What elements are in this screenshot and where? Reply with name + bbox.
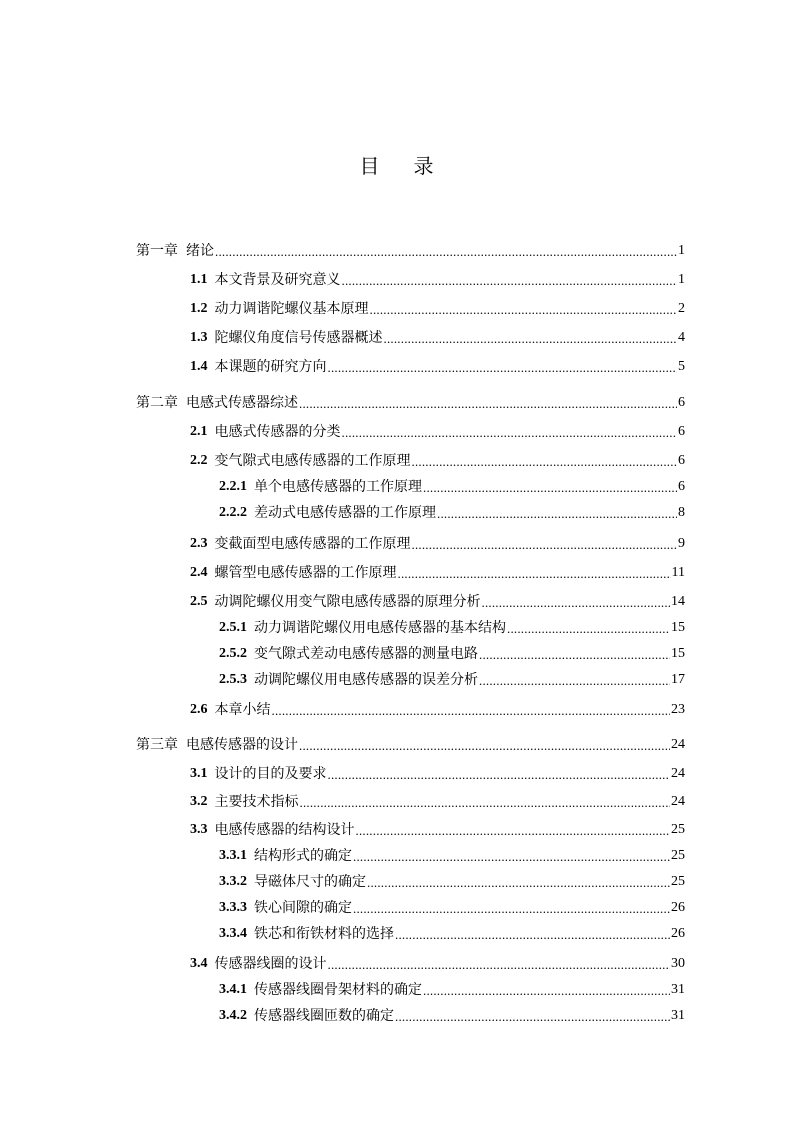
section-number: 3.3.3 <box>219 900 247 915</box>
entry-title: 设计的目的及要求 <box>214 766 327 782</box>
entry-title: 变截面型电感传感器的工作原理 <box>214 536 411 552</box>
page-number: 5 <box>678 359 685 374</box>
page-number: 11 <box>671 565 685 580</box>
entry-title: 动力调谐陀螺仪基本原理 <box>214 301 369 317</box>
section-number: 3.3.2 <box>219 874 247 889</box>
leader-dots <box>412 454 678 470</box>
page-number: 31 <box>671 982 685 997</box>
toc-entry-chapter-3[interactable] <box>0 732 793 754</box>
section-number: 1.4 <box>190 359 208 374</box>
toc-entry-3-4[interactable] <box>0 951 793 973</box>
title-part-2: 录 <box>413 154 434 178</box>
leader-dots <box>479 647 670 663</box>
section-number: 3.3 <box>190 822 208 837</box>
page-number: 6 <box>678 479 685 494</box>
entry-title: 本章小结 <box>214 702 271 718</box>
toc-entry-3-3-2[interactable] <box>0 869 793 891</box>
leader-dots <box>342 273 678 289</box>
leader-dots <box>299 396 677 412</box>
page-number: 24 <box>671 766 685 781</box>
section-number: 3.1 <box>190 766 208 781</box>
entry-title: 铁心间隙的确定 <box>254 900 352 916</box>
entry-title: 铁芯和衔铁材料的选择 <box>254 926 394 942</box>
toc-entry-3-3-3[interactable] <box>0 895 793 917</box>
page-number: 1 <box>678 272 685 287</box>
entry-title: 传感器线圈骨架材料的确定 <box>254 982 422 998</box>
leader-dots <box>328 767 671 783</box>
leader-dots <box>398 566 671 582</box>
leader-dots <box>507 621 670 637</box>
entry-title: 电感传感器的结构设计 <box>214 822 355 838</box>
toc-entry-1-2[interactable] <box>0 296 793 318</box>
chapter-prefix: 第一章 <box>136 243 178 259</box>
toc-entry-3-3-4[interactable] <box>0 921 793 943</box>
section-number: 2.1 <box>190 424 208 439</box>
toc-entry-2-5-1[interactable] <box>0 615 793 637</box>
section-number: 2.2.1 <box>219 479 247 494</box>
entry-title: 变气隙式电感传感器的工作原理 <box>214 453 411 469</box>
page-number: 31 <box>671 1008 685 1023</box>
entry-title: 差动式电感传感器的工作原理 <box>254 505 436 521</box>
leader-dots <box>437 506 677 522</box>
page-number: 4 <box>678 330 685 345</box>
page-number: 26 <box>671 926 685 941</box>
toc-entry-chapter-1[interactable] <box>0 238 793 260</box>
page-number: 2 <box>678 301 685 316</box>
toc-entry-3-2[interactable] <box>0 789 793 811</box>
leader-dots <box>272 703 671 719</box>
entry-title: 电感式传感器综述 <box>186 395 298 411</box>
page-number: 14 <box>671 594 685 609</box>
leader-dots <box>423 983 670 999</box>
toc-entry-3-1[interactable] <box>0 761 793 783</box>
toc-entry-3-4-2[interactable] <box>0 1003 793 1025</box>
leader-dots <box>342 425 678 441</box>
section-number: 3.4 <box>190 956 208 971</box>
section-number: 2.2.2 <box>219 505 247 520</box>
toc-entry-2-2-2[interactable] <box>0 500 793 522</box>
leader-dots <box>395 1009 670 1025</box>
page-number: 24 <box>671 794 685 809</box>
toc-entry-chapter-2[interactable] <box>0 390 793 412</box>
section-number: 2.5.1 <box>219 620 247 635</box>
page-number: 9 <box>678 536 685 551</box>
entry-title: 主要技术指标 <box>214 794 299 810</box>
entry-title: 动调陀螺仪用电感传感器的误差分析 <box>254 672 478 688</box>
entry-title: 动调陀螺仪用变气隙电感传感器的原理分析 <box>214 594 481 610</box>
toc-entry-1-3[interactable] <box>0 325 793 347</box>
leader-dots <box>328 360 678 376</box>
toc-entry-2-2-1[interactable] <box>0 474 793 496</box>
leader-dots <box>328 957 671 973</box>
entry-title: 传感器线圈匝数的确定 <box>254 1008 394 1024</box>
section-number: 3.3.1 <box>219 848 247 863</box>
toc-entry-2-3[interactable] <box>0 531 793 553</box>
section-number: 2.5.3 <box>219 672 247 687</box>
page-number: 23 <box>671 702 685 717</box>
entry-title: 本课题的研究方向 <box>214 359 327 375</box>
page-number: 26 <box>671 900 685 915</box>
entry-title: 本文背景及研究意义 <box>214 272 341 288</box>
entry-title: 电感传感器的设计 <box>186 737 298 753</box>
entry-title: 绪论 <box>186 243 214 259</box>
section-number: 2.5 <box>190 594 208 609</box>
entry-title: 单个电感传感器的工作原理 <box>254 479 422 495</box>
toc-entry-2-2[interactable] <box>0 448 793 470</box>
leader-dots <box>215 244 677 260</box>
toc-entry-2-5-2[interactable] <box>0 641 793 663</box>
toc-entry-3-3-1[interactable] <box>0 843 793 865</box>
section-number: 2.4 <box>190 565 208 580</box>
toc-entry-1-1[interactable] <box>0 267 793 289</box>
leader-dots <box>370 302 678 318</box>
page-number: 30 <box>671 956 685 971</box>
section-number: 2.3 <box>190 536 208 551</box>
page-number: 25 <box>671 874 685 889</box>
entry-title: 变气隙式差动电感传感器的测量电路 <box>254 646 478 662</box>
page-number: 25 <box>671 848 685 863</box>
leader-dots <box>356 823 671 839</box>
page-number: 6 <box>678 395 685 410</box>
section-number: 3.4.1 <box>219 982 247 997</box>
section-number: 1.1 <box>190 272 208 287</box>
page-number: 8 <box>678 505 685 520</box>
entry-title: 结构形式的确定 <box>254 848 352 864</box>
toc-entry-2-5[interactable] <box>0 589 793 611</box>
page-number: 25 <box>671 822 685 837</box>
toc-entry-3-4-1[interactable] <box>0 977 793 999</box>
page-title <box>0 152 793 180</box>
entry-title: 传感器线圈的设计 <box>214 956 327 972</box>
toc-entry-2-1[interactable] <box>0 419 793 441</box>
leader-dots <box>395 927 670 943</box>
leader-dots <box>384 331 678 347</box>
entry-title: 导磁体尺寸的确定 <box>254 874 366 890</box>
section-number: 1.3 <box>190 330 208 345</box>
leader-dots <box>412 537 678 553</box>
leader-dots <box>479 673 670 689</box>
chapter-prefix: 第三章 <box>136 737 178 753</box>
section-number: 2.5.2 <box>219 646 247 661</box>
entry-title: 陀螺仪角度信号传感器概述 <box>214 330 383 346</box>
toc-entry-3-3[interactable] <box>0 817 793 839</box>
section-number: 2.6 <box>190 702 208 717</box>
leader-dots <box>353 849 670 865</box>
section-number: 1.2 <box>190 301 208 316</box>
page-number: 15 <box>671 646 685 661</box>
section-number: 3.2 <box>190 794 208 809</box>
page-number: 6 <box>678 424 685 439</box>
page-number: 6 <box>678 453 685 468</box>
leader-dots <box>353 901 670 917</box>
section-number: 3.4.2 <box>219 1008 247 1023</box>
entry-title: 螺管型电感传感器的工作原理 <box>214 565 397 581</box>
page-number: 15 <box>671 620 685 635</box>
page-number: 24 <box>671 737 685 752</box>
chapter-prefix: 第二章 <box>136 395 178 411</box>
toc-entry-1-4[interactable] <box>0 354 793 376</box>
toc-entry-2-6[interactable] <box>0 697 793 719</box>
page-number: 1 <box>678 243 685 258</box>
section-number: 2.2 <box>190 453 208 468</box>
leader-dots <box>423 480 677 496</box>
leader-dots <box>299 738 670 754</box>
entry-title: 电感式传感器的分类 <box>214 424 341 440</box>
title-part-1: 目 <box>359 154 380 178</box>
leader-dots <box>367 875 670 891</box>
entry-title: 动力调谐陀螺仪用电感传感器的基本结构 <box>254 620 506 636</box>
leader-dots <box>482 595 671 611</box>
section-number: 3.3.4 <box>219 926 247 941</box>
leader-dots <box>300 795 671 811</box>
toc-entry-2-5-3[interactable] <box>0 667 793 689</box>
toc-entry-2-4[interactable] <box>0 560 793 582</box>
page-number: 17 <box>671 672 685 687</box>
